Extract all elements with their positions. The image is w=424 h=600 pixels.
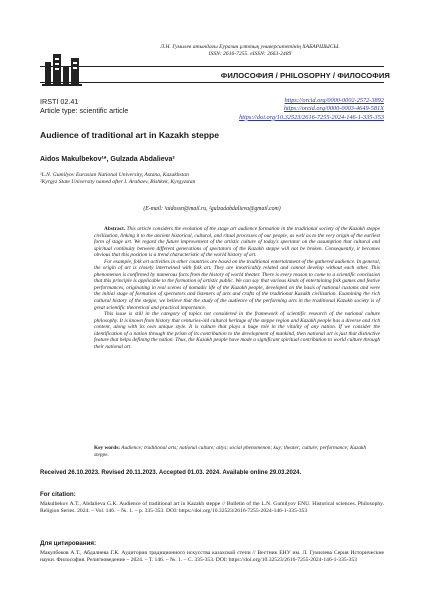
affiliations — [40, 172, 195, 187]
journal-line-2: ISSN: 2616-7255. eISSN: 2663-2489 — [208, 51, 292, 57]
identifier-links — [239, 97, 384, 122]
article-authors: Aidos Makulbekov¹*, Gulzada Abdalieva² — [40, 156, 175, 163]
abstract-paragraph-1 — [94, 226, 380, 259]
affiliation-1: ¹L.N. Gumilyov Eurasian National University, Astana, Kazakhstan — [40, 172, 189, 178]
irsti-code: IRSTI 02.41 — [40, 97, 79, 106]
article-title: Audience of traditional art in Kazakh steppe — [40, 130, 220, 140]
keywords-label: Key words: — [94, 445, 121, 451]
abstract-paragraph-2: For example, folk art activities in other countries are based on the traditional entertainment of the gathered audience. In general, the origin of art is closely intertwined with folk art. They are inextricably related and cannot develop without each other. This phenomenon is confirmed by numerous facts from the history of world theater. There is every reason to come to a scientific conclusion that this principle is applicable to the formation of artistic public. We can say that various kinds of entertaining folk games and festive performances, originating in real scenes of nomadic life of the Kazakh people, developed on the basis of national customs and were the initial stage of formation of spectators and listeners of arts and crafts of the traditional Kazakh civilization. Examining the rich cultural history of the steppe, we believe that the study of the audience of the performing arts in the traditional Kazakh society is of great scientific theoretical and practical importance. — [94, 258, 380, 311]
orcid-link-1[interactable]: https://orcid.org/0000-0002-2572-3892 — [284, 97, 384, 104]
orcid-link-2[interactable]: https://orcid.org/0000-0003-4649-581X — [283, 105, 384, 113]
citation-ru-heading: Для цитирования: — [40, 540, 97, 547]
section-label: ФИЛОСОФИЯ / PHILOSOPHY / ФИЛОСОФИЯ — [220, 71, 390, 80]
abstract-text-1: This article considers the evolution of the stage art audience formation in the traditional society of the Kazakh steppe civilization, linking it to the ancient historical, cultural, and ritual processes of our people, as well as to the very origin of the earliest form of stage art. We regard the future improvement of the artistic culture of today's spectator on the assumption that cultural and spiritual continuity between different generations of spectators of the Kazakh steppe will not be broken. Consequently, it becomes obvious that this position is a trend characteristic of the world history of art. — [94, 226, 380, 259]
abstract-label: Abstract. — [104, 226, 126, 232]
header-divider-bottom — [40, 82, 384, 83]
citation-ru-text: Макулбеков А.Т., Абдалиева Г.К. Аудитория традиционного искусства казахской степи // Вестник ЕНУ им. Л. Гумилева Серия Исторические науки. Философия. Религиоведение – 2024. – Т. 146. – №. 1. – С. 335-353. DOI: https://doi.org/10.32523/2616-7255-2024-146-1-335-353 — [40, 550, 384, 564]
header-divider-top — [40, 66, 384, 67]
keywords — [94, 445, 380, 458]
abstract — [94, 226, 380, 350]
publication-dates: Received 26.10.2023. Revised 20.11.2023. Accepted 01.03. 2024. Available online 29.03.2024. — [40, 470, 302, 476]
citation-heading: For citation: — [40, 491, 76, 498]
journal-line-1: Л.Н. Гумилев атындағы Еуразия ұлттық университетінің ХАБАРШЫСЫ. — [160, 44, 340, 50]
journal-header — [110, 44, 390, 58]
article-meta — [40, 97, 128, 115]
abstract-paragraph-3: This issue is still in the category of topics not considered in the framework of scientific research of the national culture philosophy. It is known from history that centuries-old cultural heritage of the steppe region and Kazakh people has a diverse and rich content, along with its own unique style. It is culture that plays a huge role in the vitality of any nation. If we consider the identification of a nation through the prism of its contribution to the development of mankind, then national art is just that distinctive feature that helps defining the nation. Thus, the Kazakh people have made a significant spiritual contribution to world culture through their national art. — [94, 311, 380, 350]
citation-text: Makulbekov A.T., Abdalieva G.K. Audience of traditional art in Kazakh steppe // Bulletin of the L.N. Gumilyov ENU. Historical sciences. Philosophy. Religion Series. 2024. – Vol. 146. – №. 1. – p. 335-353. DOI: https://doi.org/10.32523/2616-7255-2024-146-1-335-353 — [40, 501, 384, 515]
author-emails: (E-mail: ¹aidossn@mail.ru, ²gulzadabdalieva@gmail.com) — [143, 206, 281, 212]
article-type: Article type: scientific article — [40, 106, 129, 115]
doi-link[interactable]: https://doi.org/10.32523/2616-7255-2024-146-1-335-353 — [239, 113, 384, 121]
keywords-text: Audience; traditional arts; national culture; aitys; social phenomenon; kuy; theater; culture; performance; Kazakh steppe. — [94, 445, 366, 458]
affiliation-2: ²Kyrgyz State University named after I. Arabaev, Bishkek, Kyrgyzstan — [40, 179, 196, 186]
